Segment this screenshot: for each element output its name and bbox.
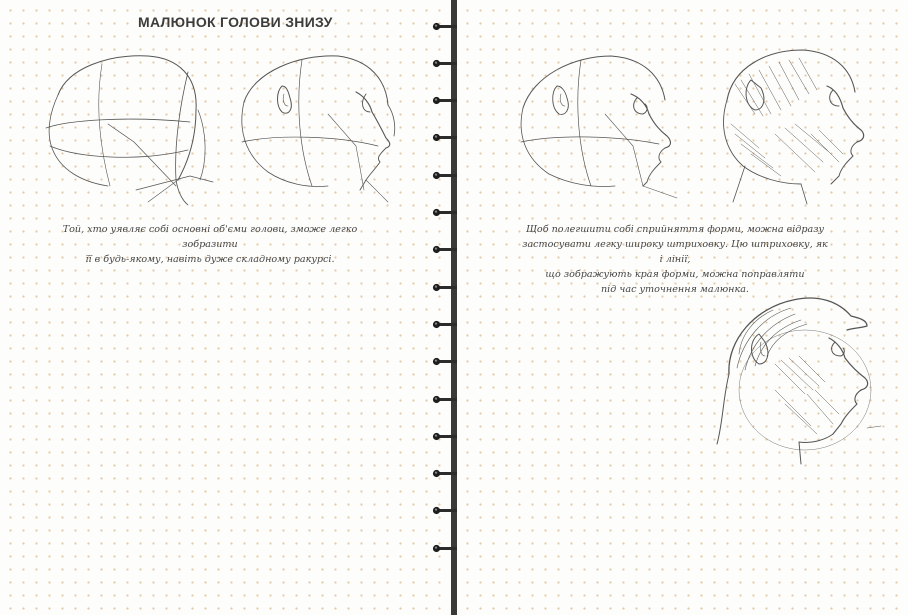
left-caption <box>55 222 365 267</box>
right-caption-line-3: що зображують края форми, можна поправляти <box>545 269 805 280</box>
left-caption-line-2: її в будь-якому, навіть дуже складному ракурсі. <box>85 254 335 265</box>
left-page <box>0 0 451 615</box>
right-caption <box>520 222 830 297</box>
right-caption-line-2: застосувати легку широку штриховку. Цю штриховку, як і лінії, <box>522 239 828 265</box>
head-sketch-finished <box>715 294 890 469</box>
right-caption-line-4: під час уточнення малюнка. <box>601 284 749 295</box>
head-sketch-refined <box>519 52 694 202</box>
right-page <box>457 0 908 615</box>
head-sketch-shaded <box>715 44 885 204</box>
page-title: МАЛЮНОК ГОЛОВИ ЗНИЗУ <box>138 14 333 30</box>
head-sketch-features <box>238 50 408 210</box>
left-caption-line-1: Той, хто уявляє собі основні об'єми голови, зможе легко зобразити <box>62 224 358 250</box>
head-sketch-volumes <box>38 50 213 210</box>
right-caption-line-1: Щоб полегшити собі сприйняття форми, можна відразу <box>525 224 825 235</box>
